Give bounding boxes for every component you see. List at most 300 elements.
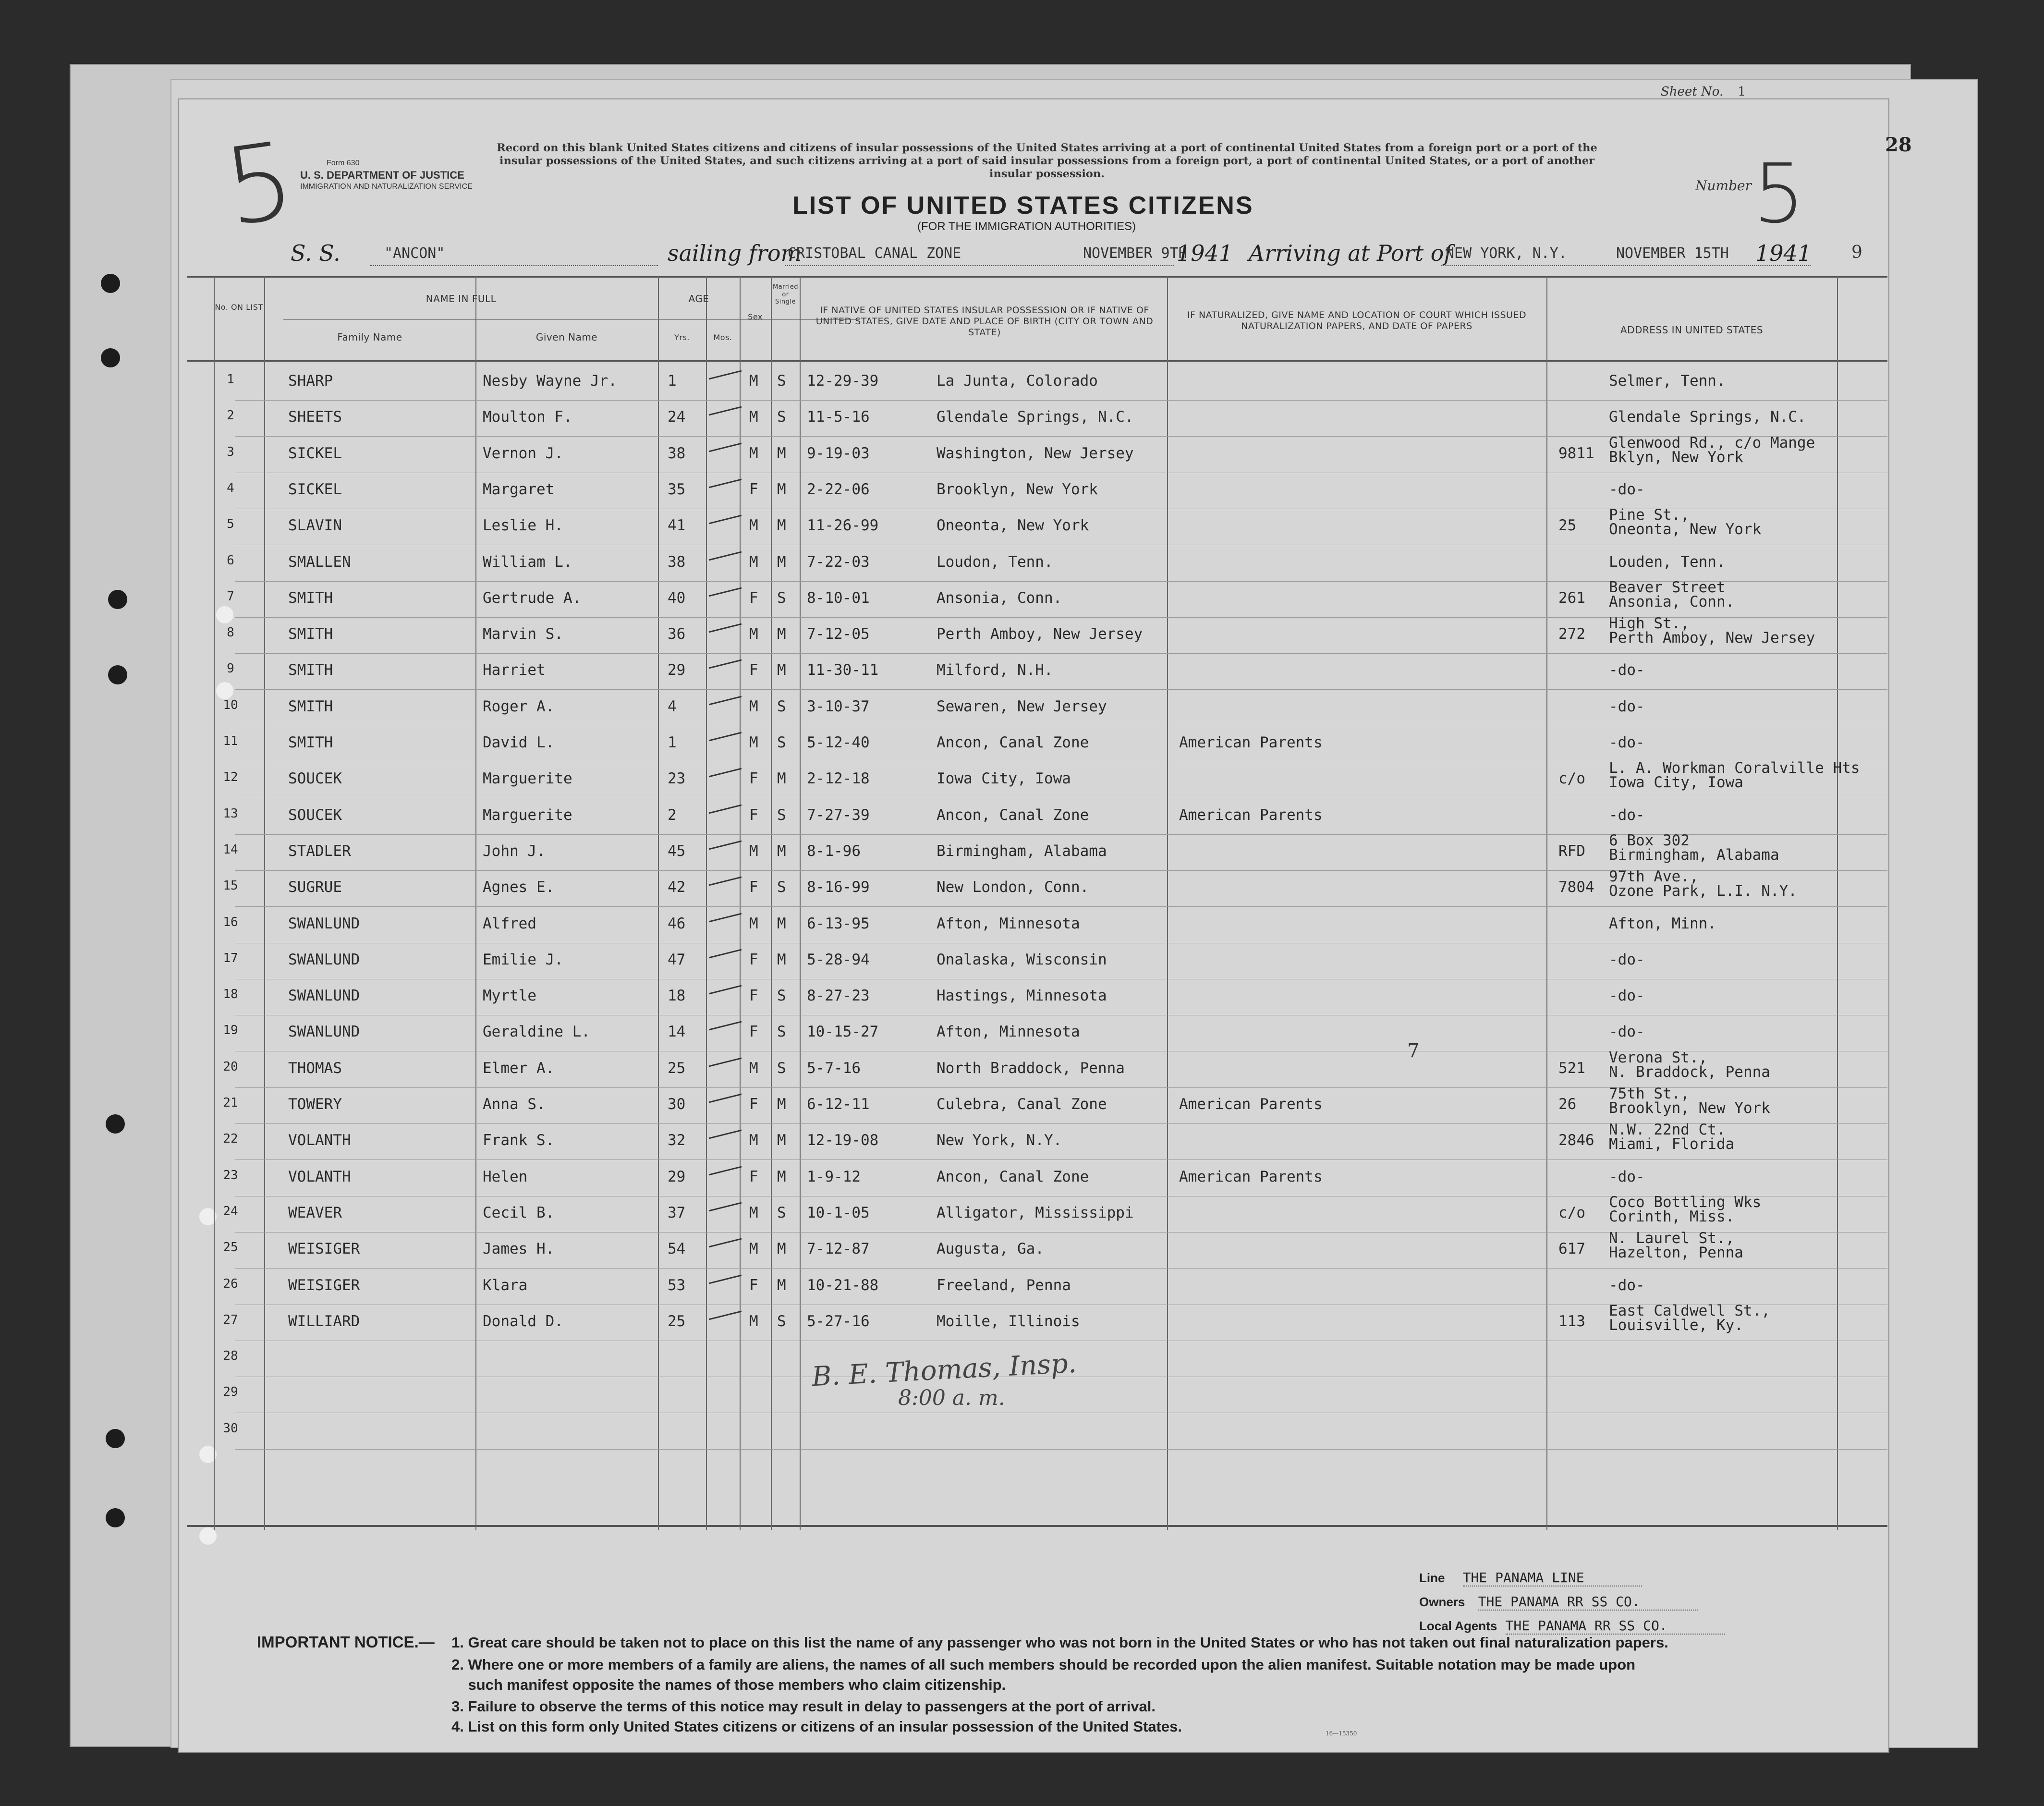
cell-sex: F xyxy=(749,1023,758,1040)
cell-ms: M xyxy=(777,915,786,932)
depart-date: NOVEMBER 9TH xyxy=(1083,245,1187,262)
cell-place: Afton, Minnesota xyxy=(937,915,1080,932)
row-number: 7 xyxy=(227,589,234,604)
row-rule xyxy=(235,1449,1887,1450)
handwritten-stamp-number: 5 xyxy=(217,118,302,250)
cell-given: Helen xyxy=(483,1168,528,1185)
cell-date: 10-21-88 xyxy=(807,1277,879,1294)
depart-year: 1941 xyxy=(1177,240,1233,266)
cell-sex: F xyxy=(749,770,758,787)
cell-ms: M xyxy=(777,445,786,462)
cell-sex: M xyxy=(749,734,758,751)
cell-yrs: 35 xyxy=(668,481,686,498)
row-number: 16 xyxy=(223,915,238,929)
arrival-port: NEW YORK, N.Y. xyxy=(1446,245,1567,262)
binder-hole xyxy=(101,348,120,367)
cell-nat: American Parents xyxy=(1179,1096,1323,1113)
cell-ms: M xyxy=(777,553,786,571)
cell-a1: 617 xyxy=(1558,1240,1585,1257)
cell-ms: S xyxy=(777,879,786,896)
header-mos: Mos. xyxy=(713,333,732,342)
cell-family: SOUCEK xyxy=(288,806,342,824)
cell-a2: East Caldwell St., xyxy=(1609,1302,1770,1319)
tally-check-mark xyxy=(709,515,742,525)
cell-a2: 75th St., xyxy=(1609,1085,1690,1102)
cell-date: 11-5-16 xyxy=(807,408,870,426)
cell-a1: 7804 xyxy=(1558,879,1594,896)
cell-sex: F xyxy=(749,589,758,607)
inspector-signature: B. E. Thomas, Insp. xyxy=(811,1347,1078,1393)
corner-number: 28 xyxy=(1885,134,1912,156)
cell-yrs: 37 xyxy=(668,1204,686,1221)
row-number: 8 xyxy=(227,625,234,640)
cell-a2: Glendale Springs, N.C. xyxy=(1609,408,1806,426)
margin-mark: 7 xyxy=(1407,1040,1420,1062)
notice-item: 2. Where one or more members of a family are aliens, the names of all such members should be recorded upon the alien manifest. Suitable notation may be made upon xyxy=(451,1656,1636,1673)
cell-yrs: 4 xyxy=(668,698,677,715)
cell-given: Vernon J. xyxy=(483,445,563,462)
tally-check-mark xyxy=(709,1166,742,1176)
tally-check-mark xyxy=(709,1311,742,1320)
arrive-year: 1941 xyxy=(1755,240,1812,266)
cell-yrs: 36 xyxy=(668,625,686,643)
cell-yrs: 38 xyxy=(668,445,686,462)
cell-ms: M xyxy=(777,1277,786,1294)
cell-place: Loudon, Tenn. xyxy=(937,553,1053,571)
cell-address-line2: Hazelton, Penna xyxy=(1609,1244,1743,1261)
cell-given: Klara xyxy=(483,1277,528,1294)
sailing-label: sailing from xyxy=(668,240,802,266)
cell-a1: 25 xyxy=(1558,517,1577,534)
row-number: 2 xyxy=(227,408,234,423)
cell-family: SMITH xyxy=(288,625,333,643)
cell-yrs: 24 xyxy=(668,408,686,426)
cell-a2: N.W. 22nd Ct. xyxy=(1609,1121,1726,1138)
cell-a2: Afton, Minn. xyxy=(1609,915,1716,932)
cell-nat: American Parents xyxy=(1179,806,1323,824)
notice-item: 3. Failure to observe the terms of this notice may result in delay to passengers at the port of arrival. xyxy=(451,1698,1156,1715)
cell-a1: 2846 xyxy=(1558,1132,1594,1149)
tally-check-mark xyxy=(709,1130,742,1139)
cell-address-line2: Iowa City, Iowa xyxy=(1609,774,1743,791)
cell-a1: 272 xyxy=(1558,625,1585,643)
cell-given: Roger A. xyxy=(483,698,555,715)
cell-nat: American Parents xyxy=(1179,734,1323,751)
cell-date: 1-9-12 xyxy=(807,1168,861,1185)
cell-a2: -do- xyxy=(1609,734,1645,751)
cell-date: 5-28-94 xyxy=(807,951,870,968)
cell-family: SICKEL xyxy=(288,481,342,498)
cell-given: William L. xyxy=(483,553,572,571)
cell-place: Milford, N.H. xyxy=(937,661,1053,679)
cell-given: Anna S. xyxy=(483,1096,546,1113)
cell-yrs: 32 xyxy=(668,1132,686,1149)
cell-place: Oneonta, New York xyxy=(937,517,1089,534)
cell-ms: S xyxy=(777,987,786,1004)
cell-a1: c/o xyxy=(1558,770,1585,787)
cell-sex: F xyxy=(749,879,758,896)
cell-yrs: 41 xyxy=(668,517,686,534)
cell-sex: M xyxy=(749,553,758,571)
cell-family: WEAVER xyxy=(288,1204,342,1221)
row-number: 11 xyxy=(223,734,238,748)
cell-a2: Coco Bottling Wks xyxy=(1609,1194,1762,1211)
cell-given: Emilie J. xyxy=(483,951,563,968)
cell-given: Leslie H. xyxy=(483,517,563,534)
cell-given: Nesby Wayne Jr. xyxy=(483,372,617,390)
cell-a2: N. Laurel St., xyxy=(1609,1230,1735,1247)
cell-address-line2: Oneonta, New York xyxy=(1609,521,1762,538)
cell-date: 7-12-05 xyxy=(807,625,870,643)
header-age: AGE xyxy=(688,293,709,305)
cell-yrs: 46 xyxy=(668,915,686,932)
cell-sex: M xyxy=(749,1204,758,1221)
cell-place: Iowa City, Iowa xyxy=(937,770,1071,787)
cell-given: Marguerite xyxy=(483,806,572,824)
cell-sex: M xyxy=(749,698,758,715)
tally-check-mark xyxy=(709,479,742,488)
row-number: 19 xyxy=(223,1023,238,1037)
cell-yrs: 47 xyxy=(668,951,686,968)
cell-family: STADLER xyxy=(288,842,351,860)
cell-place: North Braddock, Penna xyxy=(937,1060,1125,1077)
header-given-name: Given Name xyxy=(535,331,598,343)
cell-given: Alfred xyxy=(483,915,536,932)
cell-date: 10-1-05 xyxy=(807,1204,870,1221)
cell-yrs: 54 xyxy=(668,1240,686,1257)
record-instructions: Record on this blank United States citizens and citizens of insular possessions of the United States arriving at a port of continental United States from a foreign port or a port of the insular possessions of the United States, and such citizens arriving at a port of said insular possessions from a foreign port, a port of continental United States, or a port of another insular possession. xyxy=(497,142,1597,180)
binder-hole xyxy=(199,1527,217,1545)
cell-date: 6-12-11 xyxy=(807,1096,870,1113)
cell-yrs: 40 xyxy=(668,589,686,607)
cell-family: TOWERY xyxy=(288,1096,342,1113)
cell-address-line2: Ozone Park, L.I. N.Y. xyxy=(1609,882,1797,900)
cell-given: David L. xyxy=(483,734,555,751)
cell-a2: L. A. Workman Coralville Hts xyxy=(1609,759,1860,777)
cell-address-line2: Miami, Florida xyxy=(1609,1135,1735,1153)
row-number: 6 xyxy=(227,553,234,568)
cell-sex: M xyxy=(749,915,758,932)
cell-family: SWANLUND xyxy=(288,987,360,1004)
form-identifier: Form 630 U. S. DEPARTMENT OF JUSTICE IMMIGRATION AND NATURALIZATION SERVICE xyxy=(300,159,473,191)
cell-given: Cecil B. xyxy=(483,1204,555,1221)
cell-ms: S xyxy=(777,806,786,824)
cell-yrs: 23 xyxy=(668,770,686,787)
cell-given: Elmer A. xyxy=(483,1060,555,1077)
cell-ms: M xyxy=(777,1132,786,1149)
cell-family: WILLIARD xyxy=(288,1313,360,1330)
cell-a2: -do- xyxy=(1609,1277,1645,1294)
tally-check-mark xyxy=(709,1021,742,1031)
row-rule xyxy=(235,689,1887,690)
cell-a2: -do- xyxy=(1609,698,1645,715)
cell-family: WEISIGER xyxy=(288,1277,360,1294)
cell-address-line2: Bklyn, New York xyxy=(1609,449,1743,466)
header-no: No. ON LIST xyxy=(215,303,263,312)
row-number: 4 xyxy=(227,481,234,495)
cell-nat: American Parents xyxy=(1179,1168,1323,1185)
cell-sex: M xyxy=(749,1240,758,1257)
notice-item: such manifest opposite the names of those members who claim citizenship. xyxy=(451,1676,1006,1693)
binder-hole xyxy=(108,665,127,684)
binder-hole xyxy=(106,1114,125,1134)
important-notice-label: IMPORTANT NOTICE.— xyxy=(257,1633,435,1651)
cell-place: Moille, Illinois xyxy=(937,1313,1080,1330)
notice-item: 4. List on this form only United States citizens or citizens of an insular possession of the United States. xyxy=(451,1718,1182,1735)
cell-place: Ancon, Canal Zone xyxy=(937,806,1089,824)
row-number: 26 xyxy=(223,1277,238,1291)
cell-sex: F xyxy=(749,987,758,1004)
sailing-from: CRISTOBAL CANAL ZONE xyxy=(788,245,961,262)
passenger-table xyxy=(187,276,1887,1530)
tally-check-mark xyxy=(709,985,742,995)
cell-a1: RFD xyxy=(1558,842,1585,860)
cell-sex: F xyxy=(749,1168,758,1185)
tally-check-mark xyxy=(709,913,742,923)
cell-yrs: 53 xyxy=(668,1277,686,1294)
cell-family: SOUCEK xyxy=(288,770,342,787)
cell-a1: 113 xyxy=(1558,1313,1585,1330)
cell-ms: S xyxy=(777,698,786,715)
cell-a2: -do- xyxy=(1609,1023,1645,1040)
tally-check-mark xyxy=(709,551,742,561)
cell-date: 10-15-27 xyxy=(807,1023,879,1040)
tally-check-mark xyxy=(709,623,742,633)
row-rule xyxy=(235,400,1887,401)
cell-a1: c/o xyxy=(1558,1204,1585,1221)
row-number: 18 xyxy=(223,987,238,1001)
cell-date: 12-19-08 xyxy=(807,1132,879,1149)
cell-a1: 26 xyxy=(1558,1096,1577,1113)
row-rule xyxy=(235,653,1887,654)
row-number: 15 xyxy=(223,879,238,893)
cell-a2: 6 Box 302 xyxy=(1609,832,1690,849)
cell-sex: F xyxy=(749,661,758,679)
cell-sex: F xyxy=(749,951,758,968)
cell-a2: Beaver Street xyxy=(1609,579,1726,596)
cell-ms: S xyxy=(777,734,786,751)
tally-check-mark xyxy=(709,587,742,597)
cell-ms: M xyxy=(777,951,786,968)
cell-place: Afton, Minnesota xyxy=(937,1023,1080,1040)
cell-family: WEISIGER xyxy=(288,1240,360,1257)
tally-check-mark xyxy=(709,841,742,850)
header-sex: Sex xyxy=(748,312,763,321)
header-yrs: Yrs. xyxy=(674,333,690,342)
binder-hole xyxy=(106,1508,125,1527)
row-number: 20 xyxy=(223,1060,238,1074)
cell-place: Ancon, Canal Zone xyxy=(937,1168,1089,1185)
cell-date: 7-22-03 xyxy=(807,553,870,571)
cell-a2: -do- xyxy=(1609,661,1645,679)
cell-place: Freeland, Penna xyxy=(937,1277,1071,1294)
cell-date: 8-10-01 xyxy=(807,589,870,607)
tally-check-mark xyxy=(709,949,742,959)
cell-ms: M xyxy=(777,661,786,679)
cell-yrs: 2 xyxy=(668,806,677,824)
cell-a1: 9811 xyxy=(1558,445,1594,462)
row-number: 10 xyxy=(223,698,238,712)
row-number: 3 xyxy=(227,445,234,459)
row-number: 28 xyxy=(223,1349,238,1363)
cell-ms: S xyxy=(777,372,786,390)
cell-address-line2: Ansonia, Conn. xyxy=(1609,593,1735,610)
cell-given: Frank S. xyxy=(483,1132,555,1149)
tally-check-mark xyxy=(709,1094,742,1103)
cell-date: 12-29-39 xyxy=(807,372,879,390)
cell-ms: S xyxy=(777,1204,786,1221)
binder-hole xyxy=(108,590,127,609)
cell-address-line2: Louisville, Ky. xyxy=(1609,1317,1743,1334)
row-number: 1 xyxy=(227,372,234,387)
cell-family: SMITH xyxy=(288,589,333,607)
cell-sex: M xyxy=(749,1132,758,1149)
cell-given: Geraldine L. xyxy=(483,1023,590,1040)
arrive-date: NOVEMBER 15TH xyxy=(1616,245,1729,262)
cell-given: Harriet xyxy=(483,661,546,679)
notice-item: 1. Great care should be taken not to place on this list the name of any passenger who was not born in the United States or who has not taken out final naturalization papers. xyxy=(451,1634,1668,1651)
cell-date: 3-10-37 xyxy=(807,698,870,715)
number-label: Number xyxy=(1695,178,1752,194)
cell-a2: Glenwood Rd., c/o Mange xyxy=(1609,434,1815,452)
cell-family: VOLANTH xyxy=(288,1168,351,1185)
cell-a2: -do- xyxy=(1609,1168,1645,1185)
cell-ms: M xyxy=(777,1240,786,1257)
row-number: 5 xyxy=(227,517,234,531)
row-number: 24 xyxy=(223,1204,238,1219)
row-number: 23 xyxy=(223,1168,238,1183)
row-number: 21 xyxy=(223,1096,238,1110)
row-rule xyxy=(235,1268,1887,1269)
tally-check-mark xyxy=(709,443,742,452)
local-agents-field: Local Agents THE PANAMA RR SS CO. xyxy=(1419,1618,1725,1634)
cell-ms: M xyxy=(777,1168,786,1185)
cell-a2: 97th Ave., xyxy=(1609,868,1699,885)
cell-given: James H. xyxy=(483,1240,555,1257)
cell-family: SHEETS xyxy=(288,408,342,426)
cell-ms: S xyxy=(777,1313,786,1330)
cell-ms: M xyxy=(777,481,786,498)
cell-date: 2-12-18 xyxy=(807,770,870,787)
cell-date: 5-7-16 xyxy=(807,1060,861,1077)
cell-date: 9-19-03 xyxy=(807,445,870,462)
tally-check-mark xyxy=(709,805,742,814)
cell-family: SLAVIN xyxy=(288,517,342,534)
cell-family: SHARP xyxy=(288,372,333,390)
cell-address-line2: N. Braddock, Penna xyxy=(1609,1063,1770,1081)
cell-yrs: 30 xyxy=(668,1096,686,1113)
cell-given: Myrtle xyxy=(483,987,536,1004)
header-family-name: Family Name xyxy=(337,331,402,343)
cell-yrs: 29 xyxy=(668,1168,686,1185)
cell-ms: S xyxy=(777,1023,786,1040)
cell-given: John J. xyxy=(483,842,546,860)
cell-family: SICKEL xyxy=(288,445,342,462)
cell-yrs: 25 xyxy=(668,1060,686,1077)
row-number: 13 xyxy=(223,806,238,821)
cell-address-line2: Birmingham, Alabama xyxy=(1609,846,1779,864)
header-address: ADDRESS IN UNITED STATES xyxy=(1620,324,1764,336)
cell-date: 5-12-40 xyxy=(807,734,870,751)
cell-a2: -do- xyxy=(1609,806,1645,824)
cell-date: 5-27-16 xyxy=(807,1313,870,1330)
owners-field: Owners THE PANAMA RR SS CO. xyxy=(1419,1594,1698,1610)
header-naturalized: IF NATURALIZED, GIVE NAME AND LOCATION OF COURT WHICH ISSUED NATURALIZATION PAPERS, AND DATE OF PAPERS xyxy=(1187,310,1527,331)
cell-place: Onalaska, Wisconsin xyxy=(937,951,1107,968)
cell-date: 2-22-06 xyxy=(807,481,870,498)
cell-a1: 261 xyxy=(1558,589,1585,607)
cell-place: Perth Amboy, New Jersey xyxy=(937,625,1143,643)
cell-yrs: 18 xyxy=(668,987,686,1004)
cell-sex: M xyxy=(749,842,758,860)
ship-name: "ANCON" xyxy=(384,245,445,262)
cell-sex: F xyxy=(749,806,758,824)
cell-ms: M xyxy=(777,1096,786,1113)
cell-place: La Junta, Colorado xyxy=(937,372,1098,390)
cell-family: SUGRUE xyxy=(288,879,342,896)
cell-sex: M xyxy=(749,1060,758,1077)
cell-given: Donald D. xyxy=(483,1313,563,1330)
cell-address-line2: Brooklyn, New York xyxy=(1609,1099,1770,1117)
cell-yrs: 42 xyxy=(668,879,686,896)
ship-line xyxy=(370,265,658,266)
cell-place: Glendale Springs, N.C. xyxy=(937,408,1134,426)
tally-check-mark xyxy=(709,1275,742,1284)
cell-place: Ansonia, Conn. xyxy=(937,589,1062,607)
cell-ms: S xyxy=(777,408,786,426)
cell-given: Gertrude A. xyxy=(483,589,582,607)
cell-date: 11-26-99 xyxy=(807,517,879,534)
cell-sex: M xyxy=(749,372,758,390)
cell-sex: F xyxy=(749,1096,758,1113)
cell-place: Culebra, Canal Zone xyxy=(937,1096,1107,1113)
cell-yrs: 1 xyxy=(668,372,677,390)
sheet-number: Sheet No. 1 xyxy=(1661,85,1746,99)
cell-date: 6-13-95 xyxy=(807,915,870,932)
row-number: 17 xyxy=(223,951,238,965)
ss-label: S. S. xyxy=(291,240,341,266)
tally-check-mark xyxy=(709,1202,742,1212)
binder-hole xyxy=(106,1429,125,1448)
row-rule xyxy=(235,906,1887,907)
cell-sex: M xyxy=(749,445,758,462)
row-rule xyxy=(235,1159,1887,1160)
cell-yrs: 1 xyxy=(668,734,677,751)
cell-date: 8-27-23 xyxy=(807,987,870,1004)
tally-check-mark xyxy=(709,877,742,886)
cell-a2: -do- xyxy=(1609,481,1645,498)
cell-place: Brooklyn, New York xyxy=(937,481,1098,498)
cell-given: Agnes E. xyxy=(483,879,555,896)
cell-sex: M xyxy=(749,408,758,426)
cell-address-line2: Perth Amboy, New Jersey xyxy=(1609,629,1815,647)
cell-date: 8-16-99 xyxy=(807,879,870,896)
cell-place: New London, Conn. xyxy=(937,879,1089,896)
row-number: 25 xyxy=(223,1240,238,1255)
cell-date: 7-12-87 xyxy=(807,1240,870,1257)
print-code: 16—15350 xyxy=(1326,1730,1357,1737)
cell-a2: -do- xyxy=(1609,987,1645,1004)
cell-place: Alligator, Mississippi xyxy=(937,1204,1134,1221)
cell-place: Augusta, Ga. xyxy=(937,1240,1044,1257)
cell-given: Marguerite xyxy=(483,770,572,787)
cell-ms: M xyxy=(777,842,786,860)
cell-ms: M xyxy=(777,625,786,643)
row-number: 14 xyxy=(223,842,238,857)
cell-family: SMITH xyxy=(288,661,333,679)
header-married-single: Married or Single xyxy=(772,283,798,306)
list-number: 5 xyxy=(1753,146,1805,242)
